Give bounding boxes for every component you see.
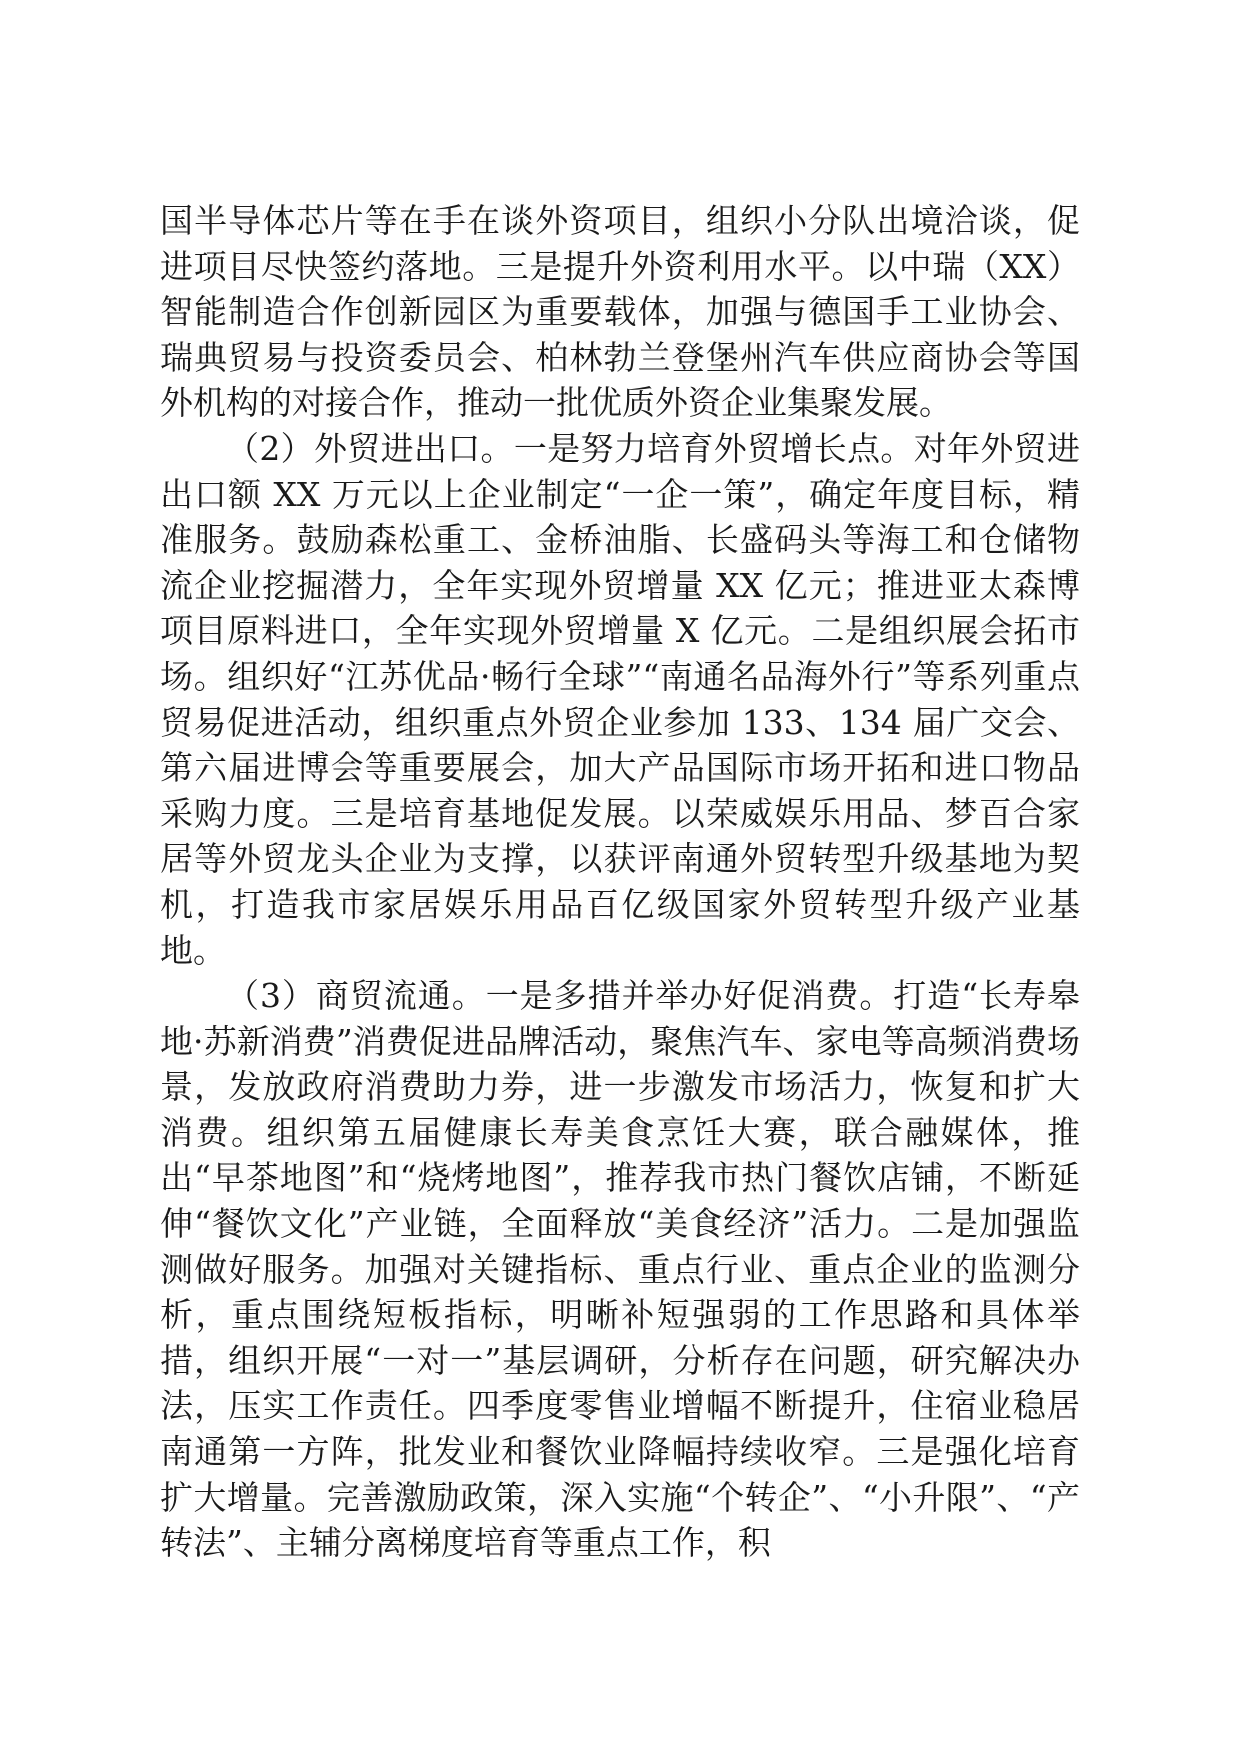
paragraph-foreign-investment-continued: 国半导体芯片等在手在谈外资项目，组织小分队出境洽谈，促进项目尽快签约落地。三是提升外资利用水平。以中瑞（XX）智能制造合作创新园区为重要载体，加强与德国手工业协会、瑞典贸易与投资委员会、柏林勃兰登堡州汽车供应商协会等国外机构的对接合作，推动一批优质外资企业集聚发展。 (160, 201, 1080, 423)
body-text (160, 198, 1080, 1566)
paragraph-foreign-trade: （2）外贸进出口。一是努力培育外贸增长点。对年外贸进出口额 XX 万元以上企业制定“一企一策”，确定年度目标，精准服务。鼓励森松重工、金桥油脂、长盛码头等海工和仓储物流企业挖掘潜力，全年实现外贸增量 XX 亿元；推进亚太森博项目原料进口，全年实现外贸增量 X 亿元。二是组织展会拓市场。组织好“江苏优品·畅行全球”“南通名品海外行”等系列重点贸易促进活动，组织重点外贸企业参加 133、134 届广交会、第六届进博会等重要展会，加大产品国际市场开拓和进口物品采购力度。三是培育基地促发展。以荣威娱乐用品、梦百合家居等外贸龙头企业为支撑，以获评南通外贸转型升级基地为契机，打造我市家居娱乐用品百亿级国家外贸转型升级产业基地。 (160, 428, 1081, 970)
paragraph-commerce-circulation: （3）商贸流通。一是多措并举办好促消费。打造“长寿皋地·苏新消费”消费促进品牌活动，聚焦汽车、家电等高频消费场景，发放政府消费助力券，进一步激发市场活力，恢复和扩大消费。组织第五届健康长寿美食烹饪大赛，联合融媒体，推出“早茶地图”和“烧烤地图”，推荐我市热门餐饮店铺，不断延伸“餐饮文化”产业链，全面释放“美食经济”活力。二是加强监测做好服务。加强对关键指标、重点行业、重点企业的监测分析，重点围绕短板指标，明晰补短强弱的工作思路和具体举措，组织开展“一对一”基层调研，分析存在问题，研究解决办法，压实工作责任。四季度零售业增幅不断提升，住宿业稳居南通第一方阵，批发业和餐饮业降幅持续收窄。三是强化培育扩大增量。完善激励政策，深入实施“个转企”、“小升限”、“产转法”、主辅分离梯度培育等重点工作，积 (160, 976, 1080, 1563)
